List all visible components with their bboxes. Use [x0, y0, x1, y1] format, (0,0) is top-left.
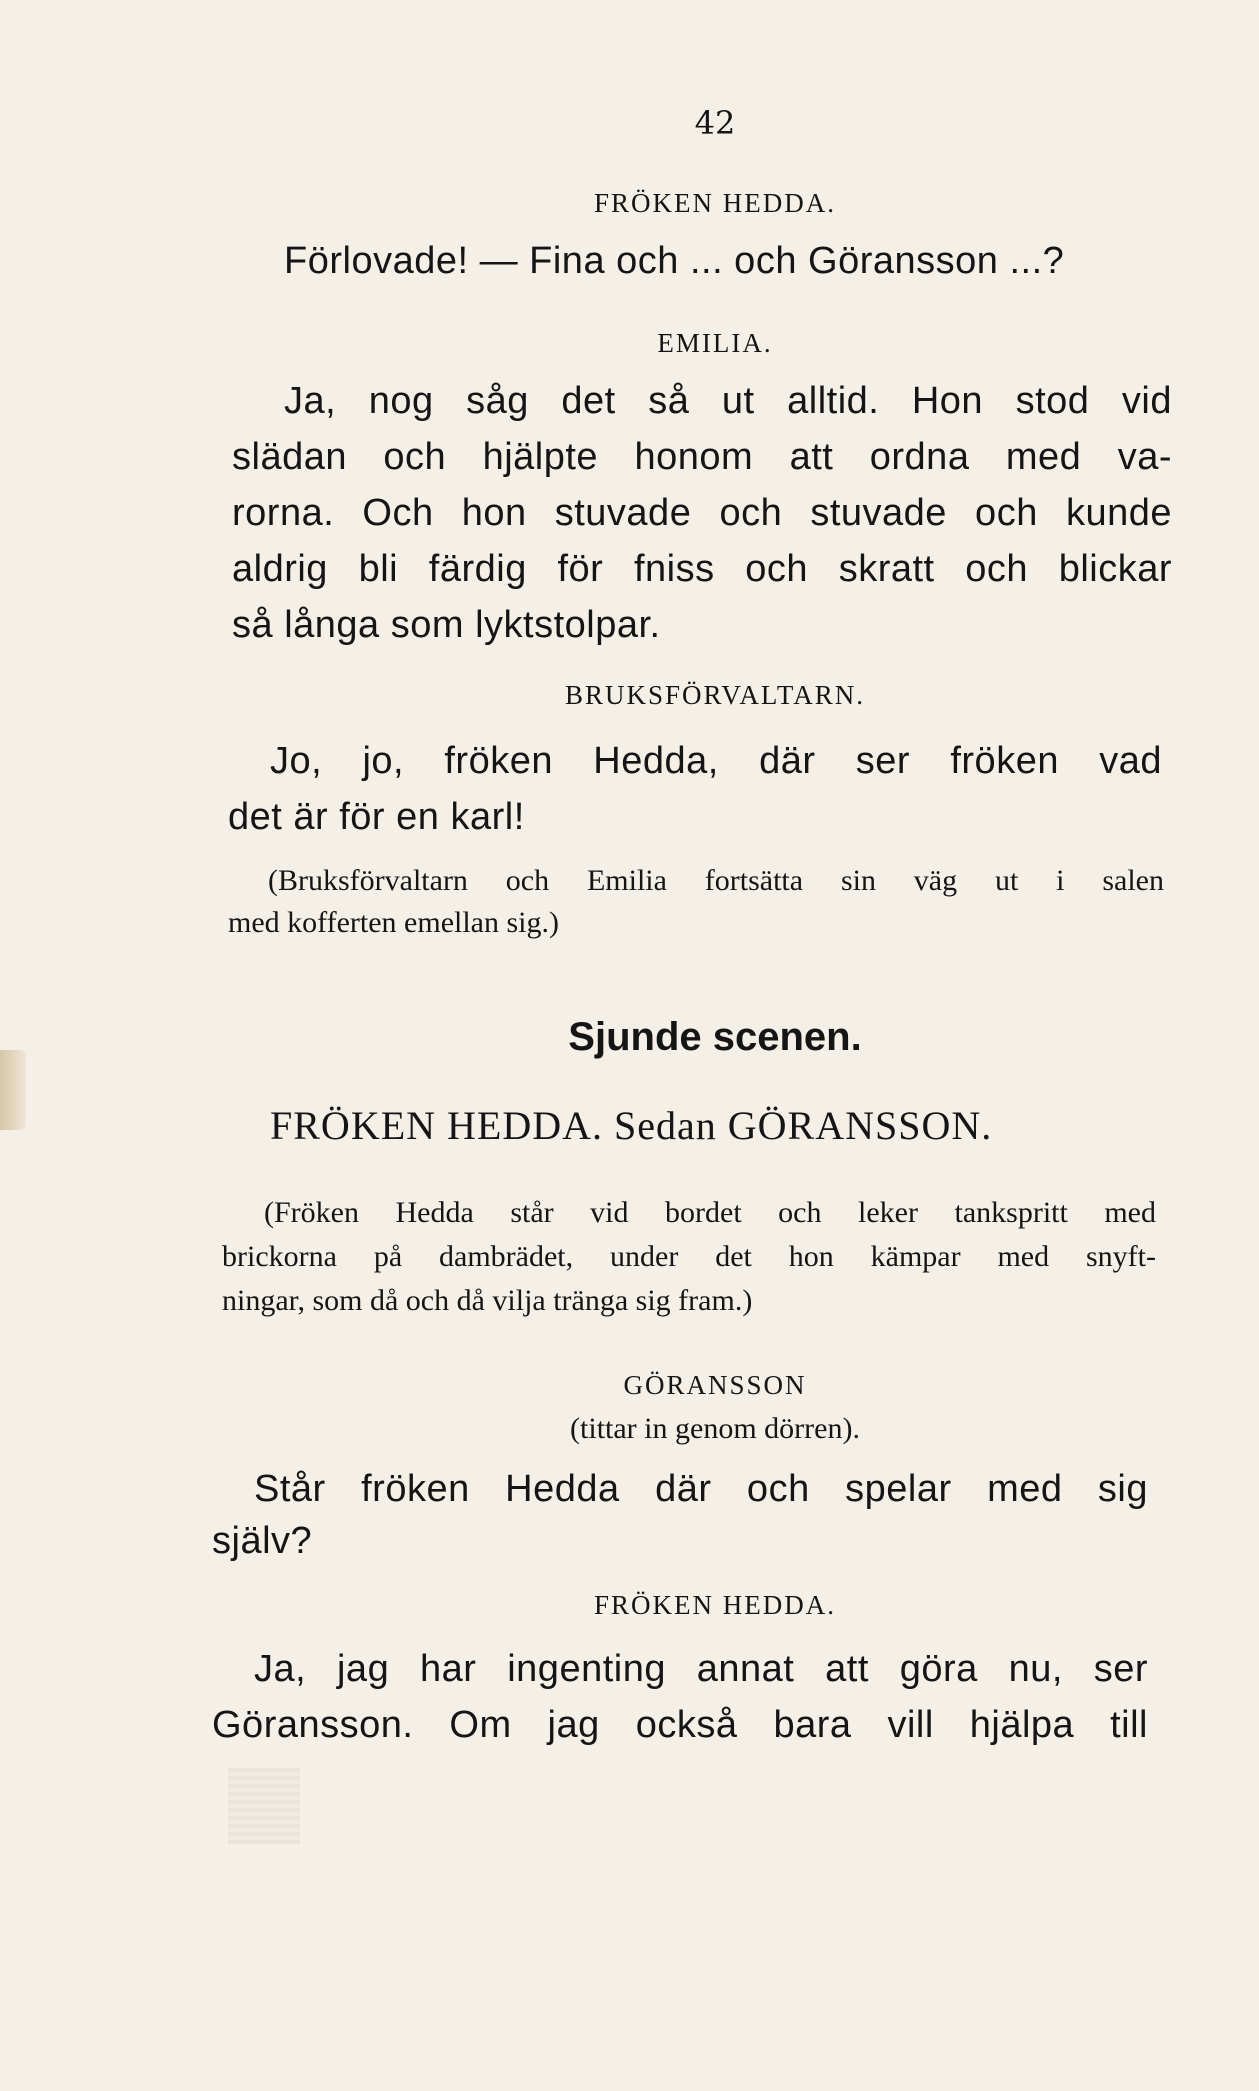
emilia-line-2: slädan och hjälpte honom att ordna med va- — [232, 436, 1172, 478]
stage-direction-2-line-3: ningar, som då och då vilja tränga sig fram.) — [222, 1284, 753, 1317]
bruks-line-1: Jo, jo, fröken Hedda, där ser fröken vad — [270, 740, 1162, 782]
scene-cast: FRÖKEN HEDDA. Sedan GÖRANSSON. — [270, 1103, 993, 1148]
bruks-line-2: det är för en karl! — [228, 796, 525, 838]
stage-direction-1-line-1: (Bruksförvaltarn och Emilia fortsätta sin väg ut i salen — [268, 864, 1164, 897]
hedda-2-line-2: Göransson. Om jag också bara vill hjälpa till — [212, 1704, 1148, 1746]
speaker-hedda-1: FRÖKEN HEDDA. — [594, 188, 836, 218]
emilia-line-5: så långa som lyktstolpar. — [232, 604, 661, 646]
hedda-line-1: Förlovade! — Fina och ... och Göransson ...? — [284, 240, 1065, 282]
speaker-emilia: EMILIA. — [657, 328, 773, 358]
hedda-2-line-1: Ja, jag har ingenting annat att göra nu, ser — [254, 1648, 1148, 1690]
emilia-line-3: rorna. Och hon stuvade och stuvade och kunde — [232, 492, 1172, 534]
speaker-bruksforvaltarn: BRUKSFÖRVALTARN. — [564, 680, 865, 710]
goransson-line-1: Står fröken Hedda där och spelar med sig — [254, 1468, 1148, 1510]
speaker-goransson-note: (tittar in genom dörren). — [570, 1412, 860, 1445]
faded-stamp — [228, 1768, 300, 1844]
speaker-hedda-2: FRÖKEN HEDDA. — [594, 1590, 836, 1620]
page-edge-mark — [0, 1050, 26, 1130]
speaker-goransson: GÖRANSSON — [623, 1370, 807, 1400]
emilia-line-4: aldrig bli färdig för fniss och skratt och blickar — [232, 548, 1172, 590]
stage-direction-2-line-1: (Fröken Hedda står vid bordet och leker tankspritt med — [264, 1196, 1156, 1229]
goransson-line-2: själv? — [212, 1520, 313, 1562]
scene-title: Sjunde scenen. — [568, 1015, 862, 1059]
stage-direction-2-line-2: brickorna på dambrädet, under det hon kämpar med snyft- — [222, 1240, 1156, 1273]
emilia-line-1: Ja, nog såg det så ut alltid. Hon stod vid — [284, 380, 1172, 422]
page-number: 42 — [694, 104, 736, 142]
stage-direction-1-line-2: med kofferten emellan sig.) — [228, 906, 559, 939]
